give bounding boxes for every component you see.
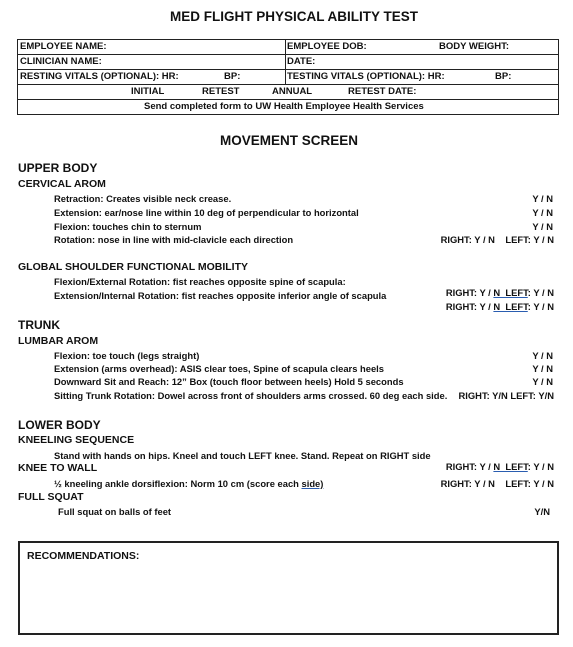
answer-mid: N LEFT — [493, 301, 528, 312]
initial-option[interactable]: INITIAL — [131, 86, 165, 97]
header-row-2 — [18, 55, 558, 70]
answer-left: : Y / N — [527, 301, 554, 312]
kneeling-sequence-heading: KNEELING SEQUENCE — [18, 434, 135, 446]
knee-wall-item — [54, 478, 323, 489]
column-divider — [285, 40, 286, 54]
knee-wall-answer[interactable]: RIGHT: Y / N LEFT: Y / N — [440, 478, 554, 489]
shoulder-item: Extension/Internal Rotation: fist reaches opposite inferior angle of scapula — [54, 290, 387, 301]
movement-screen-title: MOVEMENT SCREEN — [220, 133, 359, 148]
shoulder-mobility-heading: GLOBAL SHOULDER FUNCTIONAL MOBILITY — [18, 261, 249, 273]
shoulder-answer[interactable] — [441, 290, 554, 312]
recommendations-box[interactable] — [18, 541, 559, 635]
cervical-item: Flexion: touches chin to sternum — [54, 221, 202, 232]
full-squat-heading: FULL SQUAT — [18, 491, 84, 503]
answer-left: : Y / N — [527, 287, 554, 298]
annual-option[interactable]: ANNUAL — [272, 86, 313, 97]
body-weight-label[interactable]: BODY WEIGHT: — [439, 41, 510, 52]
answer-right: RIGHT: Y / — [445, 287, 494, 298]
knee-wall-text: ½ kneeling ankle dorsiflexion: Norm 10 cm (score each — [54, 478, 302, 489]
shoulder-item: Flexion/External Rotation: fist reaches opposite spine of scapula: — [54, 276, 346, 287]
lumbar-answer[interactable]: Y / N — [532, 350, 553, 361]
answer-right: RIGHT: Y / — [445, 461, 494, 472]
resting-bp-label[interactable]: BP: — [224, 71, 241, 82]
cervical-answer[interactable]: Y / N — [532, 221, 553, 232]
lumbar-item: Flexion: toe touch (legs straight) — [54, 350, 200, 361]
squat-item: Full squat on balls of feet — [58, 506, 172, 517]
date-label[interactable]: DATE: — [287, 56, 316, 67]
retest-option[interactable]: RETEST — [202, 86, 240, 97]
testing-vitals-hr-label[interactable]: TESTING VITALS (OPTIONAL): HR: — [287, 71, 445, 82]
answer-mid: N LEFT — [493, 461, 528, 472]
cervical-item: Retraction: Creates visible neck crease. — [54, 193, 232, 204]
lumbar-arom-heading: LUMBAR AROM — [18, 335, 99, 347]
lumbar-answer[interactable]: Y / N — [532, 363, 553, 374]
recommendations-label: RECOMMENDATIONS: — [27, 550, 140, 562]
lumbar-item: Downward Sit and Reach: 12” Box (touch floor between heels) Hold 5 seconds — [54, 376, 404, 387]
lumbar-answer[interactable]: RIGHT: Y/N LEFT: Y/N — [458, 390, 554, 401]
cervical-answer[interactable]: Y / N — [532, 193, 553, 204]
squat-answer[interactable]: Y/N — [534, 506, 550, 517]
cervical-answer[interactable]: Y / N — [532, 207, 553, 218]
cervical-arom-heading: CERVICAL AROM — [18, 178, 106, 190]
lumbar-answer[interactable]: Y / N — [532, 376, 553, 387]
column-divider — [285, 70, 286, 84]
lower-body-heading: LOWER BODY — [18, 418, 101, 432]
header-row-4 — [18, 85, 558, 100]
cervical-item: Extension: ear/nose line within 10 deg of perpendicular to horizontal — [54, 207, 359, 218]
column-divider — [285, 55, 286, 69]
kneeling-item: Stand with hands on hips. Kneel and touch LEFT knee. Stand. Repeat on RIGHT side — [54, 450, 431, 461]
kneeling-answer[interactable] — [441, 450, 554, 472]
upper-body-heading: UPPER BODY — [18, 161, 98, 175]
send-note: Send completed form to UW Health Employee Health Services — [144, 101, 424, 112]
employee-name-label[interactable]: EMPLOYEE NAME: — [20, 41, 107, 52]
cervical-answer[interactable]: RIGHT: Y / N LEFT: Y / N — [440, 234, 554, 245]
knee-to-wall-heading: KNEE TO WALL — [18, 462, 98, 474]
employee-info-table — [17, 39, 559, 115]
answer-mid: N LEFT — [493, 287, 528, 298]
employee-dob-label[interactable]: EMPLOYEE DOB: — [287, 41, 367, 52]
retest-date-label[interactable]: RETEST DATE: — [348, 86, 417, 97]
clinician-name-label[interactable]: CLINICIAN NAME: — [20, 56, 102, 67]
page-title: MED FLIGHT PHYSICAL ABILITY TEST — [170, 9, 419, 24]
header-row-1 — [18, 40, 558, 55]
header-row-3 — [18, 70, 558, 85]
lumbar-item: Sitting Trunk Rotation: Dowel across front of shoulders arms crossed. 60 deg each side. — [54, 390, 448, 401]
resting-vitals-hr-label[interactable]: RESTING VITALS (OPTIONAL): HR: — [20, 71, 179, 82]
header-row-5 — [18, 100, 558, 114]
answer-right: RIGHT: Y / — [445, 301, 494, 312]
knee-wall-side: side) — [301, 478, 324, 489]
trunk-heading: TRUNK — [18, 318, 60, 332]
lumbar-item: Extension (arms overhead): ASIS clear toes, Spine of scapula clears heels — [54, 363, 384, 374]
testing-bp-label[interactable]: BP: — [495, 71, 512, 82]
answer-left: : Y / N — [527, 461, 554, 472]
cervical-item: Rotation: nose in line with mid-clavicle each direction — [54, 234, 294, 245]
